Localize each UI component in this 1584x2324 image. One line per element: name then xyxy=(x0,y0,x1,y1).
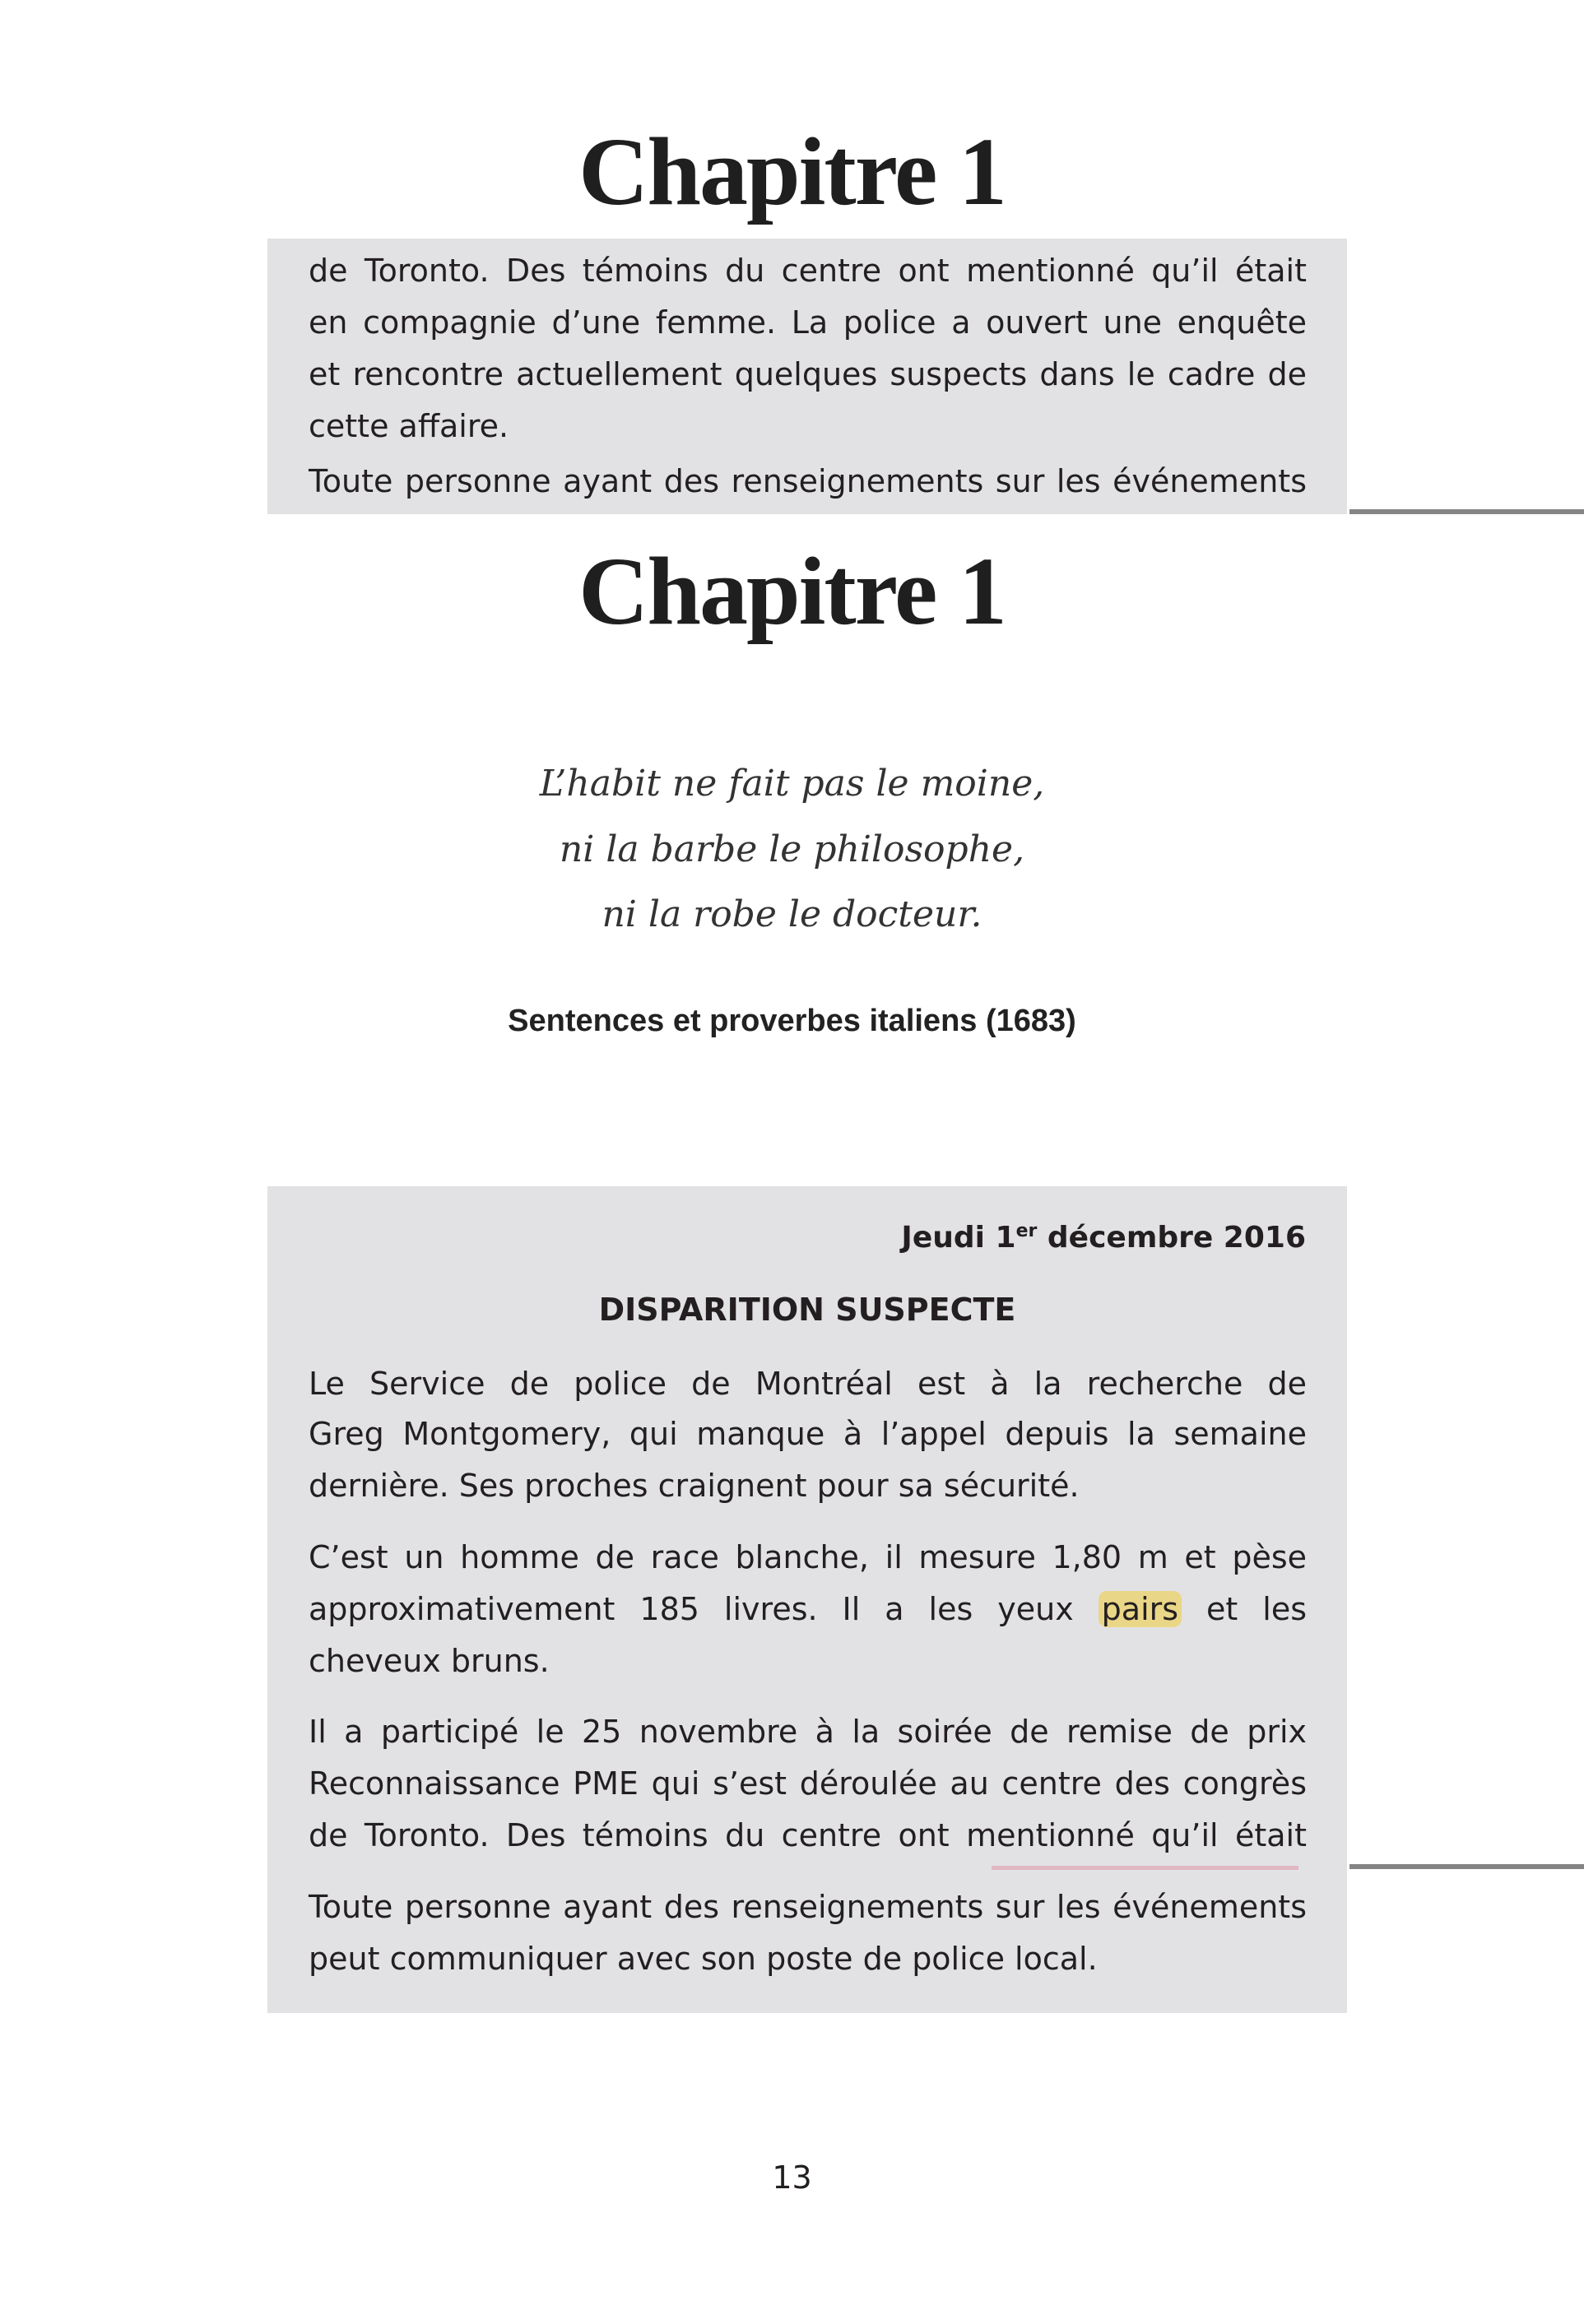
article-line: approximativement 185 livres. Il a les yeux pairs et les xyxy=(309,1591,1308,1627)
fragment-line: en compagnie d’une femme. La police a ouvert une enquête xyxy=(309,304,1307,341)
article-date: Jeudi 1er décembre 2016 xyxy=(901,1221,1306,1255)
article-line: Greg Montgomery, qui manque à l’appel depuis la semaine xyxy=(309,1416,1307,1452)
article-line: cheveux bruns. xyxy=(309,1643,550,1679)
article-heading: DISPARITION SUSPECTE xyxy=(598,1292,1016,1328)
overflow-fragment xyxy=(267,239,1347,514)
chapter-title: Chapitre 1 xyxy=(578,537,1006,645)
article-line: dernière. Ses proches craignent pour sa sécurité. xyxy=(309,1468,1080,1504)
pink-mark xyxy=(992,1866,1298,1870)
news-article-box xyxy=(267,1186,1347,2013)
epigraph-line: L’habit ne fait pas le moine, xyxy=(539,763,1045,805)
article-line: C’est un homme de race blanche, il mesure 1,80 m et pèse xyxy=(309,1539,1307,1575)
rule-line xyxy=(1349,509,1584,514)
fragment-line: cette affaire. xyxy=(309,408,509,444)
page-number: 13 xyxy=(772,2159,812,2196)
epigraph-line: ni la barbe le philosophe, xyxy=(559,828,1025,870)
highlighted-word: pairs xyxy=(1099,1591,1182,1627)
article-line: peut communiquer avec son poste de police local. xyxy=(309,1941,1098,1977)
article-line: Il a participé le 25 novembre à la soirée de remise de prix xyxy=(309,1714,1307,1750)
fragment-line: et rencontre actuellement quelques suspects dans le cadre de xyxy=(309,356,1307,392)
article-line: Toute personne ayant des renseignements sur les événements xyxy=(309,1889,1307,1925)
article-line: Reconnaissance PME qui s’est déroulée au centre des congrès xyxy=(309,1765,1307,1802)
article-line: de Toronto. Des témoins du centre ont mentionné qu’il était xyxy=(309,1817,1307,1853)
rule-line xyxy=(1349,1864,1584,1869)
fragment-line: de Toronto. Des témoins du centre ont mentionné qu’il était xyxy=(309,253,1307,289)
article-line: Le Service de police de Montréal est à la recherche de xyxy=(309,1366,1307,1402)
epigraph-source: Sentences et proverbes italiens (1683) xyxy=(508,1004,1076,1038)
fragment-line: Toute personne ayant des renseignements sur les événements xyxy=(309,463,1307,499)
chapter-title-fragment: Chapitre 1 xyxy=(578,118,1006,225)
epigraph-line: ni la robe le docteur. xyxy=(602,893,982,935)
